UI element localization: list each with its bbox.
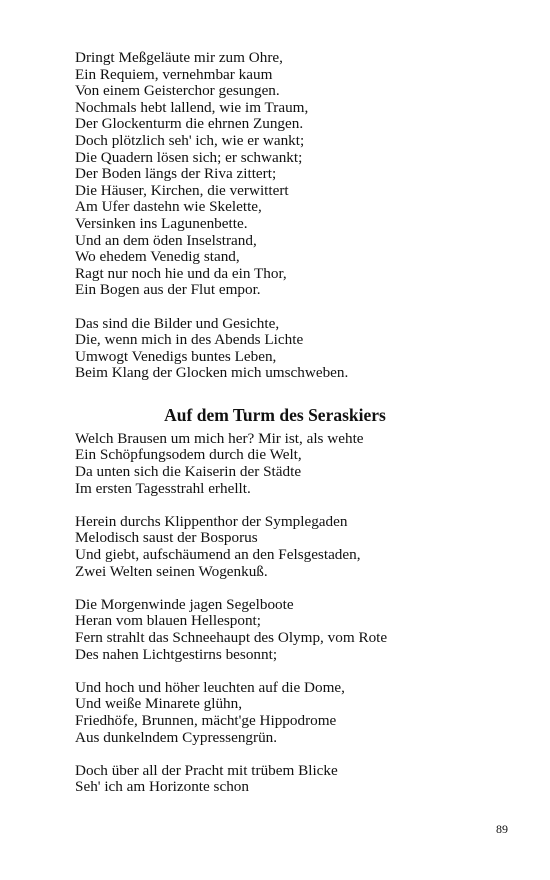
poem-line: Versinken ins Lagunenbette. — [75, 214, 248, 232]
poem-line: Und weiße Minarete glühn, — [75, 695, 243, 713]
poem-line: Nochmals hebt lallend, wie im Traum, — [75, 98, 309, 116]
stanza — [75, 514, 495, 580]
poem-page — [75, 50, 495, 813]
poem-line: Von einem Geisterchor gesungen. — [75, 82, 280, 100]
poem-line: Fern strahlt das Schneehaupt des Olymp, vom Rote — [75, 629, 388, 646]
poem-line: Und an dem öden Inselstrand, — [75, 231, 257, 249]
poem-line: Umwogt Venedigs buntes Leben, — [75, 347, 277, 365]
poem-line: Zwei Welten seinen Wogenkuß. — [75, 562, 268, 580]
poem-after-heading — [75, 431, 495, 796]
poem-line: Heran vom blauen Hellespont; — [75, 612, 261, 630]
poem-line: Wo ehedem Venedig stand, — [75, 248, 240, 266]
poem-line: Die Häuser, Kirchen, die verwittert — [75, 181, 289, 199]
poem-line: Der Boden längs der Riva zittert; — [75, 165, 277, 183]
stanza — [75, 597, 495, 663]
stanza — [75, 50, 495, 299]
page-number: 89 — [496, 822, 508, 836]
stanza — [75, 316, 495, 382]
stanza — [75, 680, 495, 746]
poem-before-heading — [75, 50, 495, 382]
poem-line: Und giebt, aufschäumend an den Felsgestaden, — [75, 546, 361, 564]
poem-line: Ein Requiem, vernehmbar kaum — [75, 65, 273, 83]
poem-line: Des nahen Lichtgestirns besonnt; — [75, 645, 278, 663]
poem-line: Ragt nur noch hie und da ein Thor, — [75, 264, 287, 282]
poem-line: Aus dunkelndem Cypressengrün. — [75, 728, 278, 746]
poem-line: Und hoch und höher leuchten auf die Dome, — [75, 678, 345, 696]
poem-line: Melodisch saust der Bosporus — [75, 529, 258, 547]
poem-line: Friedhöfe, Brunnen, mächt'ge Hippodrome — [75, 711, 337, 729]
poem-line: Ein Schöpfungsodem durch die Welt, — [75, 446, 302, 464]
poem-line: Dringt Meßgeläute mir zum Ohre, — [75, 49, 283, 66]
poem-line: Das sind die Bilder und Gesichte, — [75, 314, 280, 332]
poem-line: Die Quadern lösen sich; er schwankt; — [75, 148, 303, 166]
poem-line: Ein Bogen aus der Flut empor. — [75, 281, 261, 299]
stanza — [75, 431, 495, 497]
poem-line: Welch Brausen um mich her? Mir ist, als wehte — [75, 429, 364, 447]
poem-line: Die, wenn mich in des Abends Lichte — [75, 331, 304, 349]
poem-line: Im ersten Tagesstrahl erhellt. — [75, 479, 251, 497]
poem-line: Seh' ich am Horizonte schon — [75, 778, 249, 796]
poem-line: Beim Klang der Glocken mich umschweben. — [75, 364, 349, 382]
stanza — [75, 763, 495, 796]
poem-line: Da unten sich die Kaiserin der Städte — [75, 463, 302, 481]
poem-line: Am Ufer dastehn wie Skelette, — [75, 198, 262, 216]
poem-line: Die Morgenwinde jagen Segelboote — [75, 595, 294, 613]
poem-title: Auf dem Turm des Seraskiers — [164, 404, 386, 425]
poem-line: Herein durchs Klippenthor der Symplegaden — [75, 512, 348, 530]
poem-line: Der Glockenturm die ehrnen Zungen. — [75, 115, 304, 133]
poem-line: Doch über all der Pracht mit trübem Blicke — [75, 761, 338, 779]
poem-line: Doch plötzlich seh' ich, wie er wankt; — [75, 131, 305, 149]
